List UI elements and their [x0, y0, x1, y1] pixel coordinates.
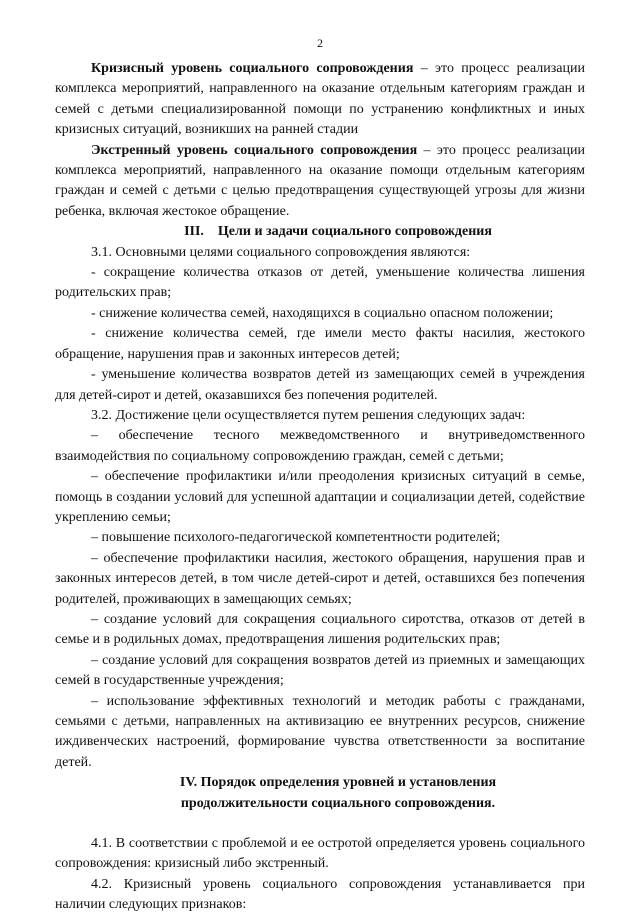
definition-crisis-level — [55, 59, 585, 141]
task-item: – повышение психолого-педагогической компетентности родителей; — [91, 530, 501, 546]
goal-item: - снижение количества семей, где имели место факты насилия, жестокого обращение, нарушения прав и законных интересов детей; — [55, 326, 585, 362]
definition-text: – это процесс реализации комплекса мероприятий, направленного на оказание отдельным категориям граждан и семей с детьми специализированной помощи по устранению конфликтных и иных кризисных ситуаций, возникших на ранней стадии — [55, 61, 585, 138]
section-3-heading — [55, 222, 585, 242]
paragraph-4-1: 4.1. В соответствии с проблемой и ее остротой определяется уровень социального сопровождения: кризисный либо экстренный. — [55, 836, 585, 872]
task-item: – обеспечение тесного межведомственного и внутриведомственного взаимодействия по социальному сопровождению граждан, семей с детьми; — [55, 428, 585, 464]
goal-item: - снижение количества семей, находящихся в социально опасном положении; — [91, 305, 554, 321]
document-body — [55, 59, 585, 916]
spacer — [55, 814, 585, 834]
task-item: – создание условий для сокращения возвратов детей из приемных и замещающих семей в государственные учреждения; — [55, 652, 585, 689]
task-item: – использование эффективных технологий и методик работы с гражданами, семьями с детьми, направленных на активизацию ее внутренних ресурсов, снижение иждивенческих настроений, формирование чувства ответственности за воспитание детей. — [55, 693, 585, 770]
goal-item: - уменьшение количества возвратов детей из замещающих семей в учреждения для детей-сирот и детей, оказавшихся без попечения родителей. — [55, 367, 585, 403]
page-number: 2 — [317, 36, 323, 50]
goal-item: - сокращение количества отказов от детей, уменьшение количества лишения родительских прав; — [55, 265, 585, 301]
definition-term: Кризисный уровень социального сопровождения — [91, 61, 414, 76]
section-4-heading-line-2: продолжительности социального сопровождения. — [180, 795, 496, 811]
paragraph-3-2: 3.2. Достижение цели осуществляется путем решения следующих задач: — [91, 407, 526, 423]
task-item: – обеспечение профилактики и/или преодоления кризисных ситуаций в семье, помощь в создании условий для успешной адаптации и социализации детей, содействие укреплению семьи; — [55, 469, 585, 525]
task-item: – обеспечение профилактики насилия, жестокого обращения, нарушения прав и законных интересов детей, в том числе детей-сирот и детей, оставшихся без попечения родителей, проживающих в замещающих семьях; — [55, 550, 585, 607]
section-4-heading-line-1: IV. Порядок определения уровней и установления — [179, 775, 497, 791]
section-3-number: III. — [184, 224, 204, 240]
section-3-title: Цели и задачи социального сопровождения — [217, 224, 492, 240]
definition-term: Экстренный уровень социального сопровождения — [91, 142, 418, 158]
paragraph-4-2: 4.2. Кризисный уровень социального сопровождения устанавливается при наличии следующих признаков: — [55, 876, 585, 913]
definition-emergency-level — [55, 141, 585, 223]
paragraph-3-1: 3.1. Основными целями социального сопровождения являются: — [91, 244, 471, 260]
definition-text: – это процесс реализации комплекса мероприятий, направленного на оказание помощи отдельным категориям граждан и семей с детьми с целью предотвращения существующей угрозы для жизни ребенка, включая жестокое обращение. — [55, 142, 585, 219]
task-item: – создание условий для сокращения социального сиротства, отказов от детей в семье и в родильных домах, предотвращения лишения родительских прав; — [55, 611, 585, 648]
